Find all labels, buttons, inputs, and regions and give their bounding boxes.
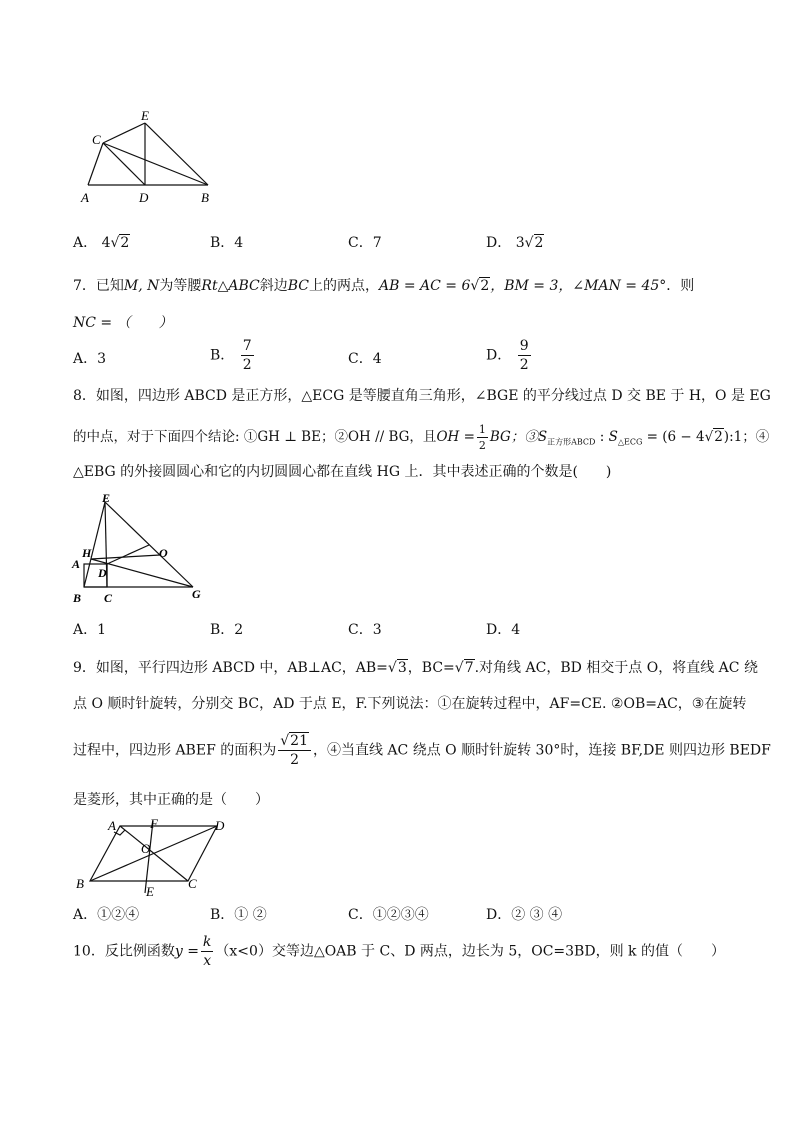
q6-option-b[interactable]: B．4 [210,235,244,251]
q9-label-f: F [150,818,158,831]
q9-figure [70,818,240,898]
q8-label-o: O [159,546,168,560]
q8-label-b: B [73,591,82,605]
q9-label-e: E [146,884,154,898]
q6-label-a: A [81,190,89,205]
q7-option-c[interactable]: C．4 [348,351,382,367]
q9-option-a[interactable]: A．①②④ [73,907,140,923]
q9-stem-line3: 过程中，四边形 ABEF 的面积为 $\frac{√21}{2}$ ，④当直线 AC 绕点 O 顺时针旋转 30°时，连接 BF,DE 则四边形 BEDF [73,733,771,768]
q6-option-a[interactable]: A． 4√2 [73,235,130,251]
q10-stem: 10．反比例函数y = $\frac{k}{x}$ （x<0）交等边△OAB 于 C、D 两点，边长为 5，OC=3BD，则 k 的值（ ） [73,934,725,969]
q6-figure [70,105,230,210]
q9-option-b[interactable]: B．① ② [210,907,267,923]
q8-stem-line1: 8．如图，四边形 ABCD 是正方形，△ECG 是等腰直角三角形，∠BGE 的平分线过点 D 交 BE 于 H，O 是 EG [73,388,771,404]
q8-half-fraction: $\frac{1}{2}$ [478,423,486,452]
q8-stem-line3: △EBG 的外接圆圆心和它的内切圆圆心都在直线 HG 上．其中表述正确的个数是( ) [73,464,612,480]
q8-option-b[interactable]: B．2 [210,622,244,638]
q9-stem-line2: 点 O 顺时针旋转，分别交 BC，AD 于点 E，F.下列说法：①在旋转过程中，AF=CE. ②OB=AC，③在旋转 [73,696,747,712]
q8-option-a[interactable]: A．1 [73,622,107,638]
q8-option-c[interactable]: C．3 [348,622,382,638]
q8-label-c: C [104,591,113,605]
q7-fraction-b: $\frac{7}{2}$ [242,338,252,373]
q9-option-c[interactable]: C．①②③④ [348,907,429,923]
q8-option-d[interactable]: D．4 [486,622,521,638]
q7-stem-line2: NC = （ ） [73,315,173,331]
q6-label-b: B [201,190,209,205]
q7-stem-line1: 7．已知M, N为等腰Rt△ABC斜边BC上的两点，AB = AC = 6√2，BM = 3，∠MAN = 45°．则 [73,278,695,294]
q8-figure [68,492,218,610]
q9-label-c: C [188,876,197,891]
q10-k-over-x: $\frac{k}{x}$ [202,934,212,969]
q8-stem-line2: 的中点，对于下面四个结论: ①GH ⊥ BE；②OH // BG，且OH = $\frac{1}{2}$ BG；$③S_{正方形ABCD}$ : $S_{\triangle ECG} = (6$ − 4√2):1；④ [73,423,770,452]
q8-label-a: A [72,557,81,571]
q9-label-b: B [76,876,84,891]
q9-label-d: D [215,818,225,833]
q8-label-e: E [102,492,111,505]
q7-option-a[interactable]: A．3 [73,351,107,367]
q8-label-d: D [98,566,107,580]
q6-label-e: E [141,108,149,123]
q9-option-d[interactable]: D．② ③ ④ [486,907,563,923]
q6-option-d[interactable]: D． 3√2 [486,235,544,251]
q6-option-c[interactable]: C．7 [348,235,382,251]
q9-stem-line4: 是菱形，其中正确的是（ ） [73,792,269,808]
q6-label-d: D [139,190,149,205]
q7-option-b[interactable]: B． $\frac{7}{2}$ [210,338,252,373]
q8-label-g: G [192,587,201,601]
q7-fraction-d: $\frac{9}{2}$ [519,338,529,373]
q9-label-a: A [108,818,116,833]
q6-label-c: C [92,132,101,147]
q9-label-o: O [141,841,151,856]
q8-label-h: H [82,546,92,560]
q9-area-fraction: $\frac{√21}{2}$ [278,734,311,767]
q7-option-d[interactable]: D． $\frac{9}{2}$ [486,338,529,373]
q9-stem-line1: 9．如图，平行四边形 ABCD 中，AB⊥AC，AB=√3，BC=√7.对角线 AC，BD 相交于点 O，将直线 AC 绕 [73,660,758,676]
